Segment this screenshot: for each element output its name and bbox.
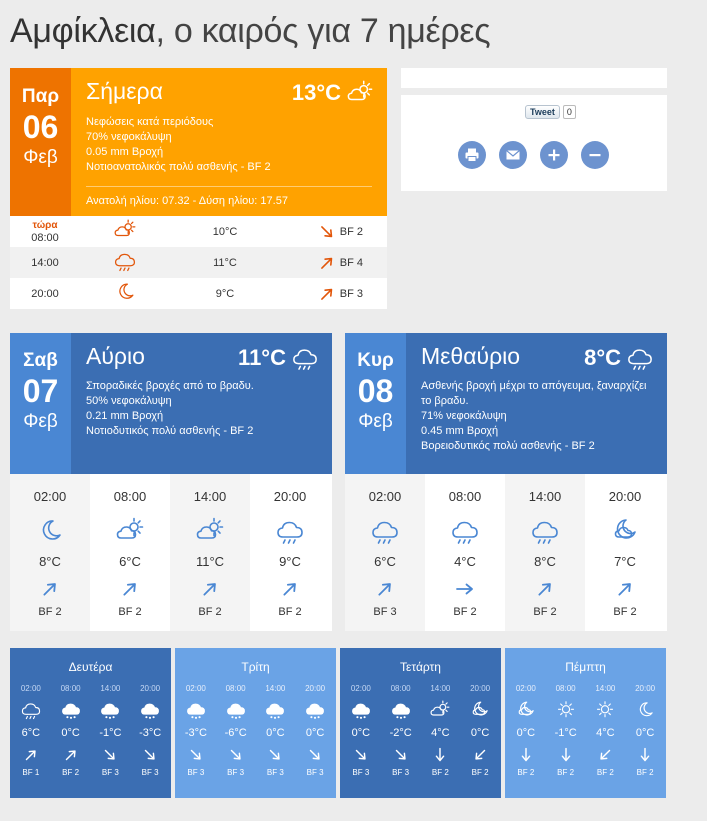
day-hours	[10, 474, 332, 631]
hour-temp: 6°C	[119, 554, 141, 569]
hour-temp: 9°C	[215, 287, 235, 300]
week-hour-temp: -3°C	[184, 727, 207, 739]
today-info	[71, 68, 387, 216]
wind-arrow-icon	[102, 747, 118, 763]
wind-arrow-icon	[317, 223, 337, 241]
desc-line: 70% νεφοκάλυψη	[86, 131, 172, 143]
week-hours	[505, 684, 666, 777]
day-number: 07	[22, 373, 59, 409]
day-info	[406, 333, 667, 474]
week-day-card	[175, 648, 336, 798]
hour-temp: 4°C	[454, 554, 476, 569]
week-hour-temp: -3°C	[139, 727, 162, 739]
week-hour-time: 02:00	[20, 684, 41, 693]
sun-icon	[555, 700, 577, 720]
wind-arrow-icon	[188, 747, 204, 763]
tweet-count: 0	[563, 105, 576, 119]
hour-wind: BF 3	[373, 606, 397, 618]
hour-time: 20:00	[31, 287, 59, 300]
ad-box	[401, 68, 667, 88]
week-hour-temp: -1°C	[99, 727, 122, 739]
snow-cloud-icon	[350, 700, 372, 720]
day-hours	[345, 474, 667, 631]
hour-column	[425, 474, 505, 631]
week-hour-wind: BF 2	[517, 768, 535, 777]
desc-line: Νοτιοδυτικός πολύ ασθενής - BF 2	[86, 425, 254, 437]
week-hour-time: 14:00	[595, 684, 616, 693]
week-hour-time: 08:00	[225, 684, 246, 693]
hour-column	[505, 474, 585, 631]
wind-arrow-icon	[307, 747, 323, 763]
day-number: 08	[357, 373, 394, 409]
week-hour-temp: -2°C	[389, 727, 412, 739]
week-hour-wind: BF 3	[227, 768, 245, 777]
partly-cloudy-sun-icon	[115, 517, 145, 545]
wind-arrow-icon	[353, 747, 369, 763]
hour-wind: BF 3	[339, 287, 363, 300]
snow-cloud-icon	[139, 700, 161, 720]
week-hour-temp: 0°C	[516, 727, 536, 739]
snow-cloud-icon	[390, 700, 412, 720]
day-name: Αύριο	[86, 343, 145, 369]
wind-arrow-icon	[279, 579, 301, 599]
wind-arrow-icon	[199, 579, 221, 599]
week-hour-column	[176, 684, 216, 777]
rain-cloud-icon	[112, 250, 138, 272]
wind-arrow-icon	[23, 747, 39, 763]
snow-cloud-icon	[99, 700, 121, 720]
wind-arrow-icon	[188, 747, 204, 763]
hour-time: 20:00	[273, 489, 307, 504]
week-hour-column	[216, 684, 256, 777]
week-hour-temp: 0°C	[635, 727, 655, 739]
partly-cloudy-sun-icon	[345, 80, 375, 106]
wind-arrow-icon	[614, 579, 636, 599]
day-month: Φεβ	[23, 411, 58, 432]
week-hour-time: 14:00	[265, 684, 286, 693]
hour-temp: 6°C	[374, 554, 396, 569]
wind-arrow-icon	[119, 579, 141, 599]
wind-arrow-icon	[23, 747, 39, 763]
week-hour-time: 02:00	[185, 684, 206, 693]
week-hour-column	[130, 684, 170, 777]
day-temp-value: 11°C	[238, 345, 286, 370]
rain-cloud-icon	[370, 517, 400, 545]
week-hour-wind: BF 3	[101, 768, 119, 777]
rain-cloud-icon	[370, 517, 400, 545]
desc-line: 0.21 mm Βροχή	[86, 410, 164, 422]
rain-cloud-icon	[290, 345, 320, 371]
partly-cloudy-sun-icon	[345, 80, 375, 106]
plus-icon	[546, 147, 562, 163]
day-temp-value: 8°C	[584, 345, 621, 370]
wind-arrow-icon	[432, 747, 448, 763]
today-description	[86, 115, 373, 175]
hour-time: 14:00	[31, 256, 59, 269]
wind-arrow-icon	[353, 747, 369, 763]
wind-arrow-icon	[199, 579, 221, 599]
hour-time: 02:00	[33, 489, 67, 504]
snow-cloud-icon	[60, 700, 82, 720]
moon-icon	[634, 700, 656, 720]
hour-wind: BF 2	[613, 606, 637, 618]
hour-column	[90, 474, 170, 631]
week-hour-time: 02:00	[515, 684, 536, 693]
week-hour-wind: BF 2	[471, 768, 489, 777]
week-hour-temp: 0°C	[351, 727, 371, 739]
day-name: Μεθαύριο	[421, 343, 521, 369]
hour-time: 14:00	[193, 489, 227, 504]
wind-arrow-icon	[39, 579, 61, 599]
hour-time: 02:00	[368, 489, 402, 504]
hour-temp: 11°C	[213, 256, 237, 269]
week-hour-temp: 0°C	[305, 727, 325, 739]
moon-icon	[112, 281, 138, 303]
today-temp	[292, 80, 375, 106]
hour-wind: BF 2	[38, 606, 62, 618]
today-hours	[10, 216, 387, 309]
rain-cloud-icon	[290, 345, 320, 371]
wind-arrow-icon	[597, 747, 613, 763]
snow-cloud-icon	[304, 700, 326, 720]
partly-cloudy-sun-icon	[112, 219, 138, 241]
rain-cloud-icon	[20, 700, 42, 720]
desc-line: 0.05 mm Βροχή	[86, 146, 164, 158]
desc-line: Νοτιοανατολικός πολύ ασθενής - BF 2	[86, 161, 271, 173]
wind-arrow-icon	[317, 254, 337, 272]
hour-temp: 11°C	[195, 554, 225, 569]
wind-arrow-icon	[558, 747, 574, 763]
hour-temp: 8°C	[534, 554, 556, 569]
week-hour-temp: 0°C	[61, 727, 80, 739]
wind-arrow-icon	[374, 579, 396, 599]
week-day-name: Τετάρτη	[400, 660, 441, 674]
desc-line: το βραδυ.	[421, 395, 469, 407]
wind-arrow-icon	[317, 285, 337, 303]
day-dow: Σαβ	[23, 350, 58, 371]
wind-arrow-icon	[317, 285, 337, 303]
rain-cloud-icon	[112, 250, 138, 272]
hour-column	[10, 474, 90, 631]
page-title	[10, 12, 490, 51]
week-hour-column	[460, 684, 500, 777]
desc-line: 71% νεφοκάλυψη	[421, 410, 507, 422]
snow-cloud-icon	[225, 700, 247, 720]
day-temp	[238, 345, 320, 371]
hour-wind: BF 2	[533, 606, 557, 618]
share-box	[401, 95, 667, 191]
rain-cloud-icon	[275, 517, 305, 545]
wind-arrow-icon	[472, 747, 488, 763]
wind-arrow-icon	[472, 747, 488, 763]
week-hour-time: 20:00	[140, 684, 161, 693]
today-day: 06	[22, 109, 59, 145]
week-hour-time: 08:00	[390, 684, 411, 693]
today-card	[10, 68, 387, 309]
wind-arrow-icon	[637, 747, 653, 763]
wind-arrow-icon	[393, 747, 409, 763]
wind-arrow-icon	[597, 747, 613, 763]
snow-cloud-icon	[185, 700, 207, 720]
week-hour-column	[625, 684, 665, 777]
hour-wind: BF 2	[453, 606, 477, 618]
snow-cloud-icon	[139, 700, 161, 720]
hour-row	[10, 247, 387, 278]
snow-cloud-icon	[264, 700, 286, 720]
wind-arrow-icon	[558, 747, 574, 763]
hour-wind: BF 2	[198, 606, 222, 618]
rain-cloud-icon	[20, 700, 42, 720]
rain-cloud-icon	[530, 517, 560, 545]
week-hour-column	[586, 684, 626, 777]
today-dow: Παρ	[21, 86, 60, 107]
hour-column	[170, 474, 250, 631]
print-icon	[464, 147, 480, 163]
today-date	[10, 68, 71, 216]
week-hour-column	[91, 684, 131, 777]
partly-cloudy-sun-icon	[195, 517, 225, 545]
wind-arrow-icon	[393, 747, 409, 763]
snow-cloud-icon	[390, 700, 412, 720]
now-label: τώρα	[32, 219, 58, 231]
hour-temp: 7°C	[614, 554, 636, 569]
wind-arrow-icon	[142, 747, 158, 763]
week-hour-wind: BF 3	[187, 768, 205, 777]
partly-cloudy-sun-icon	[115, 517, 145, 545]
hour-time: 08:00	[448, 489, 482, 504]
day-info	[71, 333, 332, 474]
today-name: Σήμερα	[86, 78, 163, 104]
week-hour-wind: BF 2	[62, 768, 80, 777]
wind-arrow-icon	[228, 747, 244, 763]
hour-time: 20:00	[608, 489, 642, 504]
week-hour-temp: 0°C	[470, 727, 490, 739]
rain-cloud-icon	[530, 517, 560, 545]
week-hour-wind: BF 3	[352, 768, 370, 777]
week-hour-wind: BF 3	[266, 768, 284, 777]
snow-cloud-icon	[350, 700, 372, 720]
wind-arrow-icon	[534, 579, 556, 599]
sun-icon	[594, 700, 616, 720]
week-hour-temp: -6°C	[224, 727, 247, 739]
zoom-in-button[interactable]	[540, 141, 568, 169]
today-month: Φεβ	[23, 147, 58, 168]
partly-cloudy-sun-icon	[195, 517, 225, 545]
week-hour-temp: 0°C	[266, 727, 285, 739]
moon-icon	[35, 517, 65, 545]
wind-arrow-icon	[228, 747, 244, 763]
hour-column	[250, 474, 330, 631]
hour-time: 08:00	[31, 231, 59, 244]
week-hour-time: 14:00	[100, 684, 121, 693]
partly-cloudy-sun-icon	[429, 700, 451, 720]
hour-temp: 9°C	[279, 554, 301, 569]
wind-arrow-icon	[102, 747, 118, 763]
desc-line: Ασθενής βροχή μέχρι το απόγευμα, ξαναρχίζει	[421, 380, 647, 392]
week-hour-temp: 4°C	[596, 727, 615, 739]
week-hour-column	[421, 684, 461, 777]
zoom-out-button[interactable]	[581, 141, 609, 169]
wind-arrow-icon	[119, 579, 141, 599]
sun-icon	[555, 700, 577, 720]
week-hour-temp: 4°C	[431, 727, 450, 739]
week-hour-wind: BF 2	[636, 768, 654, 777]
hour-time: 14:00	[528, 489, 562, 504]
snow-cloud-icon	[60, 700, 82, 720]
city-name: Αμφίκλεια	[10, 12, 156, 50]
desc-line: Νεφώσεις κατά περιόδους	[86, 116, 214, 128]
rain-cloud-icon	[625, 345, 655, 371]
hour-temp: 10°C	[212, 225, 238, 238]
hour-time: 08:00	[113, 489, 147, 504]
week-hour-column	[51, 684, 91, 777]
week-hours	[175, 684, 336, 777]
hour-column	[585, 474, 665, 631]
desc-line: Σποραδικές βροχές από το βραδυ.	[86, 380, 254, 392]
snow-cloud-icon	[304, 700, 326, 720]
week-day-card	[340, 648, 501, 798]
desc-line: 0.45 mm Βροχή	[421, 425, 499, 437]
week-day-card	[505, 648, 666, 798]
moon-icon	[634, 700, 656, 720]
week-hour-column	[546, 684, 586, 777]
week-day-card	[10, 648, 171, 798]
share-actions	[458, 141, 609, 169]
wind-arrow-icon	[518, 747, 534, 763]
sun-icon	[594, 700, 616, 720]
rain-cloud-icon	[450, 517, 480, 545]
rain-cloud-icon	[450, 517, 480, 545]
day-date	[345, 333, 406, 474]
print-button[interactable]	[458, 141, 486, 169]
week-hour-time: 02:00	[350, 684, 371, 693]
moon-icon	[35, 517, 65, 545]
week-hours	[10, 684, 171, 777]
snow-cloud-icon	[225, 700, 247, 720]
wind-arrow-icon	[39, 579, 61, 599]
rain-cloud-icon	[625, 345, 655, 371]
wind-arrow-icon	[374, 579, 396, 599]
week-hour-time: 20:00	[305, 684, 326, 693]
week-day-name: Δευτέρα	[68, 660, 113, 674]
week-hour-column	[381, 684, 421, 777]
hour-temp: 8°C	[39, 554, 61, 569]
week-day-name: Τρίτη	[241, 660, 270, 674]
week-hour-column	[295, 684, 335, 777]
week-hour-time: 20:00	[635, 684, 656, 693]
cloudy-moon-icon	[469, 700, 491, 720]
tweet-button[interactable]: Tweet	[525, 105, 560, 119]
week-hour-column	[256, 684, 296, 777]
partly-cloudy-sun-icon	[112, 219, 138, 241]
wind-arrow-icon	[454, 579, 476, 599]
desc-line: 50% νεφοκάλυψη	[86, 395, 172, 407]
minus-icon	[587, 147, 603, 163]
week-hours	[340, 684, 501, 777]
wind-arrow-icon	[279, 579, 301, 599]
wind-arrow-icon	[142, 747, 158, 763]
hour-wind: BF 2	[118, 606, 142, 618]
hour-wind: BF 4	[339, 256, 363, 269]
wind-arrow-icon	[432, 747, 448, 763]
hour-row	[10, 216, 387, 247]
hour-wind: BF 2	[278, 606, 302, 618]
sunrise-sunset: Ανατολή ηλίου: 07.32 - Δύση ηλίου: 17.57	[86, 186, 372, 207]
wind-arrow-icon	[317, 223, 337, 241]
week-hour-wind: BF 3	[392, 768, 410, 777]
page-subtitle: , ο καιρός για 7 ημέρες	[155, 12, 491, 50]
day-after-card	[345, 333, 667, 631]
week-hour-temp: 6°C	[21, 727, 41, 739]
cloudy-moon-icon	[515, 700, 537, 720]
hour-row	[10, 278, 387, 309]
day-description	[86, 379, 320, 439]
wind-arrow-icon	[614, 579, 636, 599]
week-hour-time: 08:00	[60, 684, 81, 693]
week-hour-time: 14:00	[430, 684, 451, 693]
week-hour-wind: BF 1	[22, 768, 40, 777]
today-temp-value: 13°C	[291, 80, 341, 105]
week-hour-wind: BF 3	[141, 768, 159, 777]
week-hour-column	[506, 684, 546, 777]
cloudy-moon-icon	[610, 517, 640, 545]
week-hour-column	[11, 684, 51, 777]
cloudy-moon-icon	[515, 700, 537, 720]
week-hour-wind: BF 2	[596, 768, 614, 777]
week-hour-time: 20:00	[470, 684, 491, 693]
week-hour-time: 08:00	[555, 684, 576, 693]
desc-line: Βορειοδυτικός πολύ ασθενής - BF 2	[421, 440, 595, 452]
wind-arrow-icon	[637, 747, 653, 763]
rain-cloud-icon	[275, 517, 305, 545]
snow-cloud-icon	[99, 700, 121, 720]
email-icon	[505, 147, 521, 163]
day-dow: Κυρ	[357, 350, 394, 371]
wind-arrow-icon	[267, 747, 283, 763]
snow-cloud-icon	[264, 700, 286, 720]
moon-icon	[112, 281, 138, 303]
day-temp	[584, 345, 655, 371]
day-description	[421, 379, 655, 454]
wind-arrow-icon	[454, 579, 476, 599]
cloudy-moon-icon	[469, 700, 491, 720]
wind-arrow-icon	[518, 747, 534, 763]
week-hour-wind: BF 2	[557, 768, 575, 777]
hour-column	[345, 474, 425, 631]
wind-arrow-icon	[307, 747, 323, 763]
partly-cloudy-sun-icon	[429, 700, 451, 720]
day-date	[10, 333, 71, 474]
tomorrow-card	[10, 333, 332, 631]
week-hour-column	[341, 684, 381, 777]
wind-arrow-icon	[317, 254, 337, 272]
day-month: Φεβ	[358, 411, 393, 432]
hour-wind: BF 2	[339, 225, 363, 238]
week-hour-wind: BF 3	[306, 768, 324, 777]
email-button[interactable]	[499, 141, 527, 169]
wind-arrow-icon	[63, 747, 79, 763]
week-day-name: Πέμπτη	[565, 660, 606, 674]
week-hour-wind: BF 2	[431, 768, 449, 777]
wind-arrow-icon	[267, 747, 283, 763]
snow-cloud-icon	[185, 700, 207, 720]
week-hour-temp: -1°C	[554, 727, 577, 739]
wind-arrow-icon	[63, 747, 79, 763]
cloudy-moon-icon	[610, 517, 640, 545]
tweet-widget	[525, 105, 576, 119]
wind-arrow-icon	[534, 579, 556, 599]
